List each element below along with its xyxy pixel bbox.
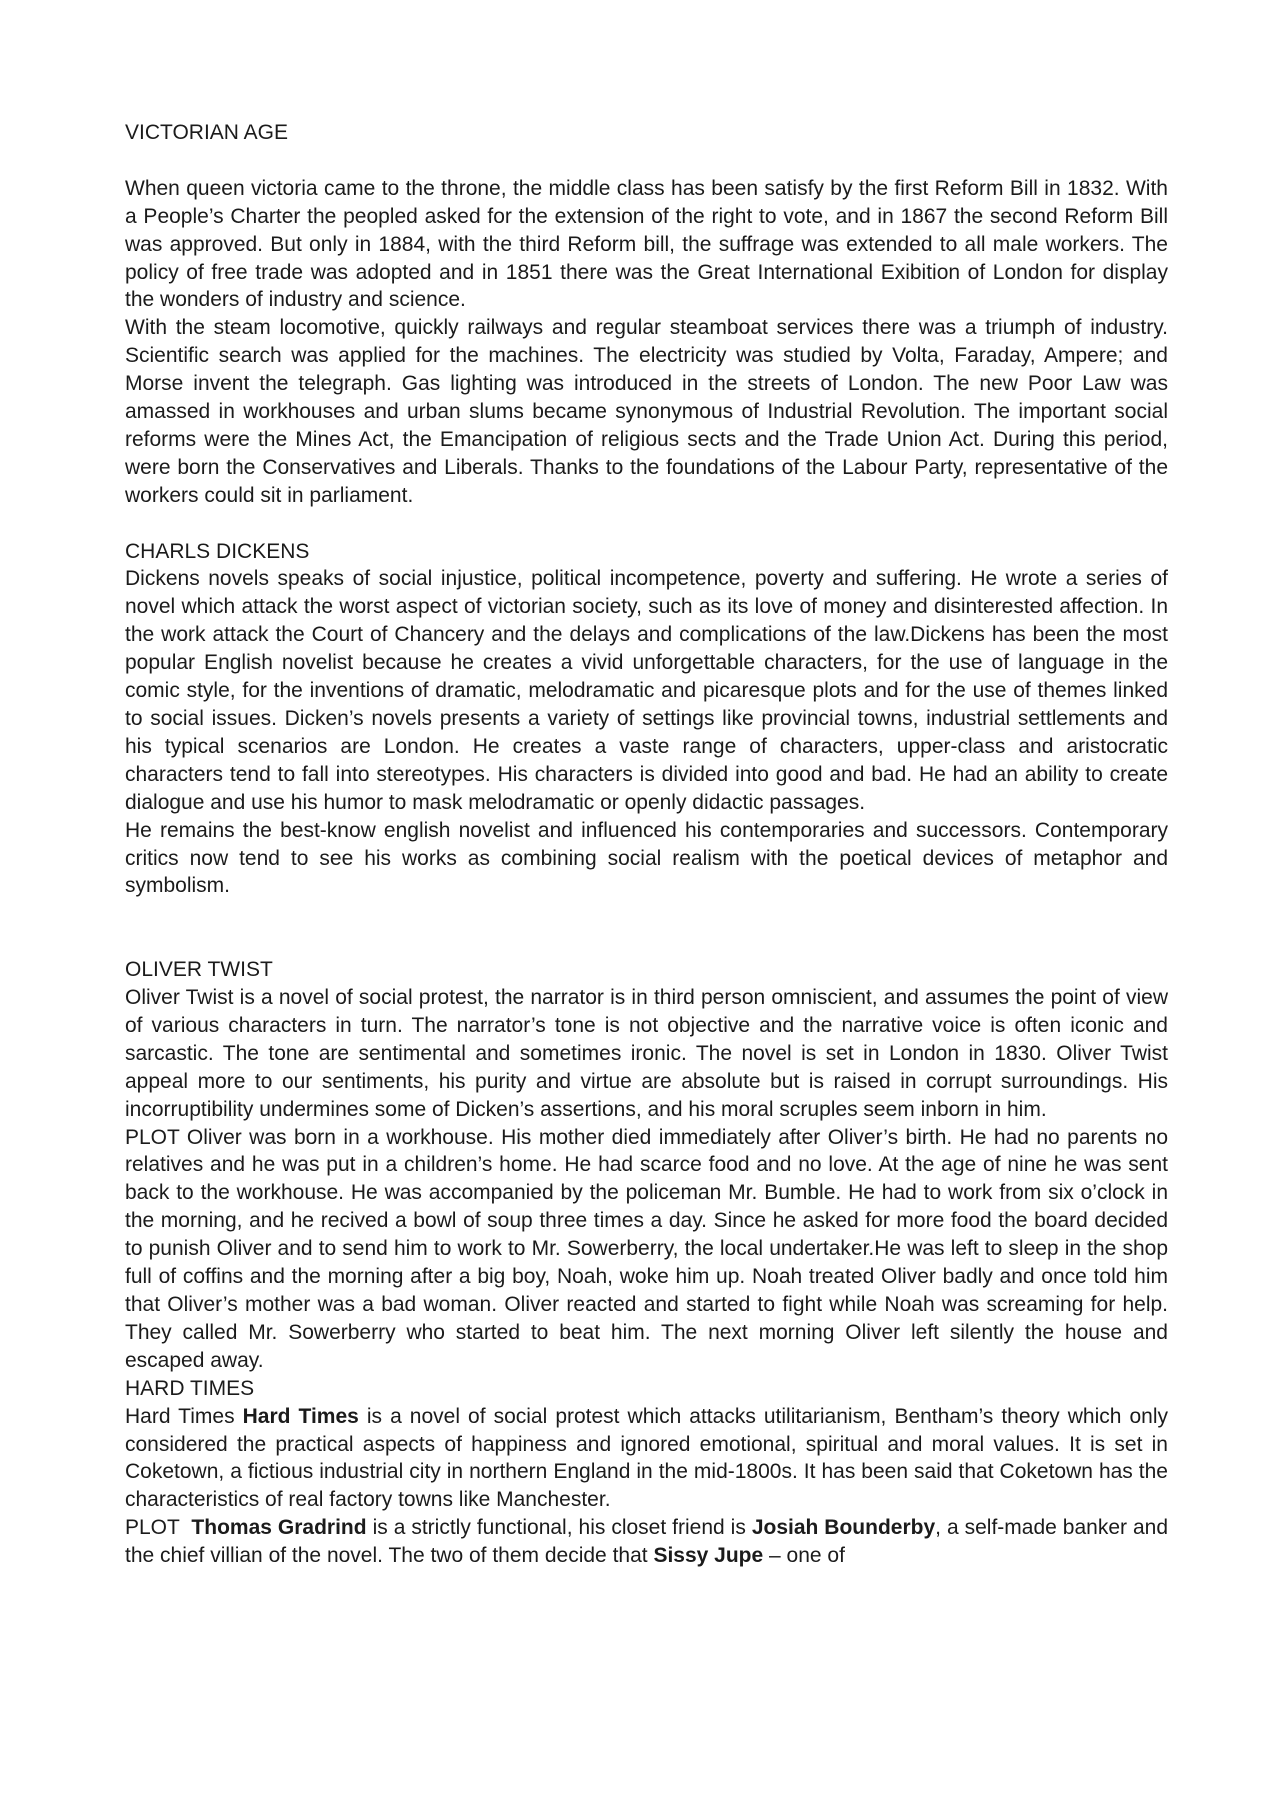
heading-charles-dickens: CHARLS DICKENS: [125, 539, 310, 563]
paragraph-victorian-1: When queen victoria came to the throne, the middle class has been satisfy by the first Reform Bill in 1832. With a People’s Charter the peopled asked for the extension of the right to vote, and in 1867 the second Reform Bill was approved. But only in 1884, with the third Reform bill, the suffrage was extended to all male workers. The policy of free trade was adopted and in 1851 there was the Great International Exibition of London for display the wonders of industry and science.: [125, 176, 1168, 312]
heading-victorian-age: VICTORIAN AGE: [125, 121, 288, 144]
paragraph-hard-times-plot: [125, 1514, 1168, 1570]
bold-title: Hard Times: [242, 1404, 359, 1428]
spacer: [125, 510, 1168, 538]
text-run: PLOT: [125, 1516, 192, 1540]
paragraph-hard-times-1: [125, 1403, 1168, 1515]
paragraph-oliver-plot: PLOT Oliver was born in a workhouse. His mother died immediately after Oliver’s birth. He had no parents no relatives and he was put in a children’s home. He had scarce food and no love. At the age of nine he was sent back to the workhouse. He was accompanied by the policeman Mr. Bumble. He had to work from six o’clock in the morning, and he recived a bowl of soup three times a day. Since he asked for more food the board decided to punish Oliver and to send him to work to Mr. Sowerberry, the local undertaker.He was left to sleep in the shop full of coffins and the morning after a big boy, Noah, woke him up. Noah treated Oliver badly and once told him that Oliver’s mother was a bad woman. Oliver reacted and started to fight while Noah was screaming for help. They called Mr. Sowerberry who started to beat him. The next morning Oliver left silently the house and escaped away.: [125, 1125, 1168, 1372]
document-page: [125, 119, 1168, 1570]
text-run: is a strictly functional, his closet friend is: [366, 1516, 752, 1540]
bold-name-bounderby: Josiah Bounderby: [751, 1516, 936, 1540]
paragraph-oliver-1: Oliver Twist is a novel of social protest, the narrator is in third person omniscient, and assumes the point of view of various characters in turn. The narrator’s tone is not objective and the narrative voice is often iconic and sarcastic. The tone are sentimental and sometimes ironic. The novel is set in London in 1830. Oliver Twist appeal more to our sentiments, his purity and virtue are absolute but is raised in corrupt surroundings. His incorruptibility undermines some of Dicken’s assertions, and his moral scruples seem inborn in him.: [125, 986, 1168, 1121]
text-run: Hard Times: [125, 1404, 243, 1428]
heading-hard-times: HARD TIMES: [125, 1376, 255, 1400]
heading-oliver-twist: OLIVER TWIST: [125, 958, 273, 982]
spacer: [125, 900, 1168, 956]
spacer: [125, 147, 1168, 175]
text-run: – one of: [763, 1544, 845, 1568]
bold-name-gradgrind: Thomas Gradrind: [191, 1516, 367, 1540]
bold-name-sissy-jupe: Sissy Jupe: [653, 1544, 764, 1568]
paragraph-dickens-2: He remains the best-know english novelist and influenced his contemporaries and successors. Contemporary critics now tend to see his works as combining social realism with the poetical devices of metaphor and symbolism.: [125, 818, 1168, 898]
text-run: , a self-made banker and the chief villian of the novel. The two of them decide that: [125, 1516, 1169, 1568]
text-run: is a novel of social protest which attacks utilitarianism, Bentham’s theory which only considered the practical aspects of happiness and ignored emotional, spiritual and moral values. It is set in Coketown, a fictious industrial city in northern England in the mid-1800s. It has been said that Coketown has the characteristics of real factory towns like Manchester.: [125, 1404, 1168, 1512]
paragraph-dickens-1: Dickens novels speaks of social injustice, political incompetence, poverty and suffering. He wrote a series of novel which attack the worst aspect of victorian society, such as its love of money and disinterested affection. In the work attack the Court of Chancery and the delays and complications of the law.Dickens has been the most popular English novelist because he creates a vivid unforgettable characters, for the use of language in the comic style, for the inventions of dramatic, melodramatic and picaresque plots and for the use of themes linked to social issues. Dicken’s novels presents a variety of settings like provincial towns, industrial settlements and his typical scenarios are London. He creates a vaste range of characters, upper-class and aristocratic characters tend to fall into stereotypes. His characters is divided into good and bad. He had an ability to create dialogue and use his humor to mask melodramatic or openly didactic passages.: [125, 567, 1168, 814]
paragraph-victorian-2: With the steam locomotive, quickly railways and regular steamboat services there was a triumph of industry. Scientific search was applied for the machines. The electricity was studied by Volta, Faraday, Ampere; and Morse invent the telegraph. Gas lighting was introduced in the streets of London. The new Poor Law was amassed in workhouses and urban slums became synonymous of Industrial Revolution. The important social reforms were the Mines Act, the Emancipation of religious sects and the Trade Union Act. During this period, were born the Conservatives and Liberals. Thanks to the foundations of the Labour Party, representative of the workers could sit in parliament.: [125, 316, 1168, 507]
